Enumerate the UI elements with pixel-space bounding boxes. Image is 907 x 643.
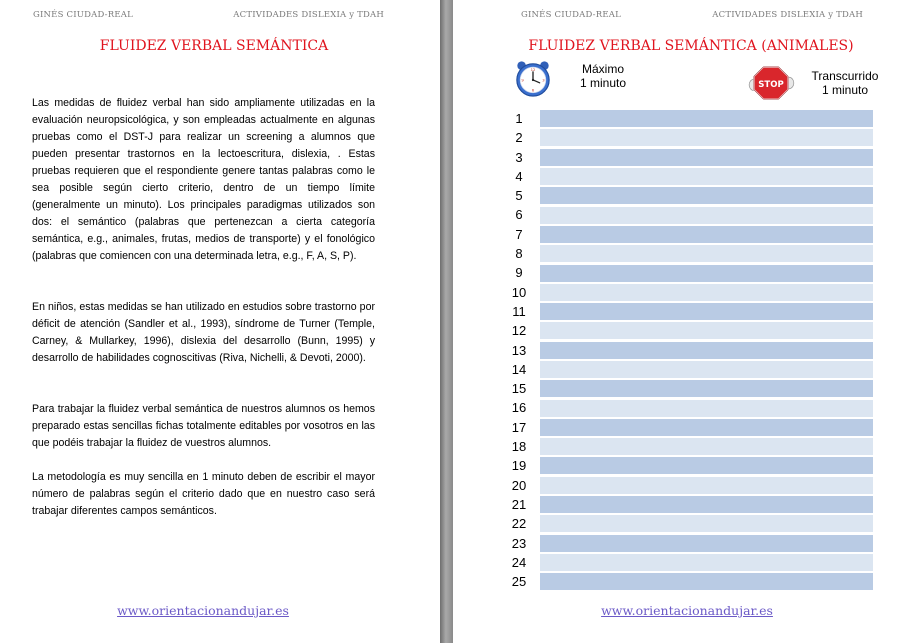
stop-sign-text: STOP <box>758 79 784 90</box>
right-header-title: ACTIVIDADES DISLEXIA y TDAH <box>712 10 863 20</box>
svg-text:6: 6 <box>531 87 535 93</box>
answer-line-field[interactable] <box>540 400 873 417</box>
answer-line-field[interactable] <box>540 438 873 455</box>
right-page-title: FLUIDEZ VERBAL SEMÁNTICA (ANIMALES) <box>528 38 854 54</box>
answer-line <box>505 167 873 186</box>
answer-line <box>505 553 873 572</box>
answer-line-number: 20 <box>511 477 527 493</box>
answer-line <box>505 321 873 340</box>
left-footer-link[interactable]: www.orientacionandujar.es <box>117 603 289 618</box>
left-header-title: ACTIVIDADES DISLEXIA y TDAH <box>233 10 384 20</box>
answer-line-field[interactable] <box>540 110 873 127</box>
answer-line-field[interactable] <box>540 303 873 320</box>
elapsed-label-line1: Transcurrido <box>811 69 879 83</box>
answer-line-number: 8 <box>515 246 523 262</box>
answer-line-number: 14 <box>511 361 527 377</box>
answer-line <box>505 205 873 224</box>
svg-text:9: 9 <box>521 77 524 83</box>
answer-line-field[interactable] <box>540 187 873 204</box>
answer-line <box>505 572 873 591</box>
answer-line <box>505 263 873 282</box>
answer-line-number: 11 <box>512 303 526 319</box>
answer-line-field[interactable] <box>540 129 873 146</box>
answer-line-number: 22 <box>511 516 527 532</box>
answer-line-number: 25 <box>511 574 527 590</box>
paragraph-worksheets: Para trabajar la fluidez verbal semántica de nuestros alumnos os hemos preparado estas sencillas fichas totalmente editables por vosotros en las que podéis trabajar la fluidez de vuestros alumnos. <box>32 403 375 449</box>
max-time-label <box>563 62 643 90</box>
answer-line-number: 21 <box>511 496 527 512</box>
answer-line-number: 10 <box>511 284 527 300</box>
right-page <box>453 0 907 643</box>
answer-line-field[interactable] <box>540 554 873 571</box>
answer-line-field[interactable] <box>540 284 873 301</box>
answer-line-number: 4 <box>515 168 523 184</box>
answer-line-field[interactable] <box>540 245 873 262</box>
answer-line-field[interactable] <box>540 322 873 339</box>
answer-line-field[interactable] <box>540 477 873 494</box>
answer-line-number: 16 <box>511 400 527 416</box>
answer-line-field[interactable] <box>540 515 873 532</box>
answer-line-number: 13 <box>511 342 527 358</box>
answer-line-number: 19 <box>511 458 527 474</box>
answer-line <box>505 456 873 475</box>
answer-line <box>505 283 873 302</box>
left-header-author: GINÉS CIUDAD-REAL <box>33 10 133 20</box>
answer-line <box>505 186 873 205</box>
answer-line-number: 1 <box>515 111 523 126</box>
answer-line <box>505 128 873 147</box>
paragraph-methodology: La metodología es muy sencilla en 1 minuto deben de escribir el mayor número de palabras según el criterio dado que en nuestro caso será trabajar diferentes campos semánticos. <box>32 471 375 517</box>
answer-line-number: 15 <box>511 381 527 397</box>
answer-line-field[interactable] <box>540 535 873 552</box>
answer-line <box>505 302 873 321</box>
stop-sign-icon <box>746 64 796 102</box>
answer-line-number: 7 <box>515 226 523 242</box>
answer-line-field[interactable] <box>540 496 873 513</box>
answer-line <box>505 514 873 533</box>
answer-line <box>505 360 873 379</box>
answer-line-field[interactable] <box>540 168 873 185</box>
answer-line <box>505 341 873 360</box>
answer-line-number: 17 <box>511 419 527 435</box>
answer-line <box>505 148 873 167</box>
answer-line-number: 24 <box>511 554 527 570</box>
answer-line-field[interactable] <box>540 342 873 359</box>
answer-line <box>505 379 873 398</box>
answer-line-number: 18 <box>511 439 527 455</box>
right-footer-link[interactable]: www.orientacionandujar.es <box>601 603 773 618</box>
alarm-clock-icon <box>514 60 552 98</box>
answer-line-number: 9 <box>515 265 523 281</box>
paragraph-children: En niños, estas medidas se han utilizado en estudios sobre trastorno por déficit de atención (Sandler et al., 1993), síndrome de Turner (Temple, Carney, & Mullarkey, 1996), dislexia del desarrollo (Bunn, 1995) y desarrollo de habilidades cognoscitivas (Riva, Nichelli, & Devoti, 2000). <box>32 301 375 364</box>
answer-line-number: 12 <box>511 323 527 339</box>
answer-line <box>505 476 873 495</box>
answer-line <box>505 225 873 244</box>
answer-line-field[interactable] <box>540 380 873 397</box>
answer-line-field[interactable] <box>540 265 873 282</box>
answer-line-field[interactable] <box>540 419 873 436</box>
answer-line <box>505 244 873 263</box>
left-page <box>0 0 440 643</box>
right-header-author: GINÉS CIUDAD-REAL <box>521 10 621 20</box>
svg-text:3: 3 <box>542 77 545 83</box>
answer-line <box>505 495 873 514</box>
answer-line-field[interactable] <box>540 573 873 590</box>
answer-line-field[interactable] <box>540 149 873 166</box>
paragraph-intro: Las medidas de fluidez verbal han sido ampliamente utilizadas en la evaluación neuropsicológica, y son empleadas actualmente en algunas pruebas como el DST-J para realizar un screening a alumnos que pueden presentar trastornos en la lectoescritura, dislexia, . Estas pruebas requieren que el respondiente genere tantas palabras como le sea posible según cierto criterio, dentro de un tiempo límite (generalmente un minuto). Los principales paradigmas utilizados son dos: el semántico (palabras que pertenezcan a cierta categoría semántica, e.g., animales, frutas, medios de transporte) y el fonológico (palabras que comiencen con una determinada letra, e.g., F, A, S, P). <box>32 97 375 262</box>
answer-line-number: 2 <box>515 130 523 146</box>
elapsed-label-line2: 1 minuto <box>821 83 869 97</box>
elapsed-time-label <box>805 69 885 97</box>
answer-line-field[interactable] <box>540 457 873 474</box>
answer-line <box>505 109 873 128</box>
answer-line-number: 6 <box>515 207 523 223</box>
left-page-title: FLUIDEZ VERBAL SEMÁNTICA <box>99 38 329 54</box>
answer-line-number: 5 <box>515 188 523 204</box>
answer-line-number: 3 <box>515 149 523 165</box>
max-label-line2: 1 minuto <box>579 76 627 90</box>
page-gutter <box>440 0 453 643</box>
answer-line <box>505 437 873 456</box>
max-label-line1: Máximo <box>581 62 624 76</box>
answer-line-field[interactable] <box>540 207 873 224</box>
answer-line <box>505 534 873 553</box>
answer-line <box>505 398 873 417</box>
answer-line <box>505 418 873 437</box>
svg-text:12: 12 <box>530 66 536 72</box>
answer-lines <box>505 109 873 591</box>
answer-line-number: 23 <box>511 535 527 551</box>
answer-line-field[interactable] <box>540 226 873 243</box>
answer-line-field[interactable] <box>540 361 873 378</box>
